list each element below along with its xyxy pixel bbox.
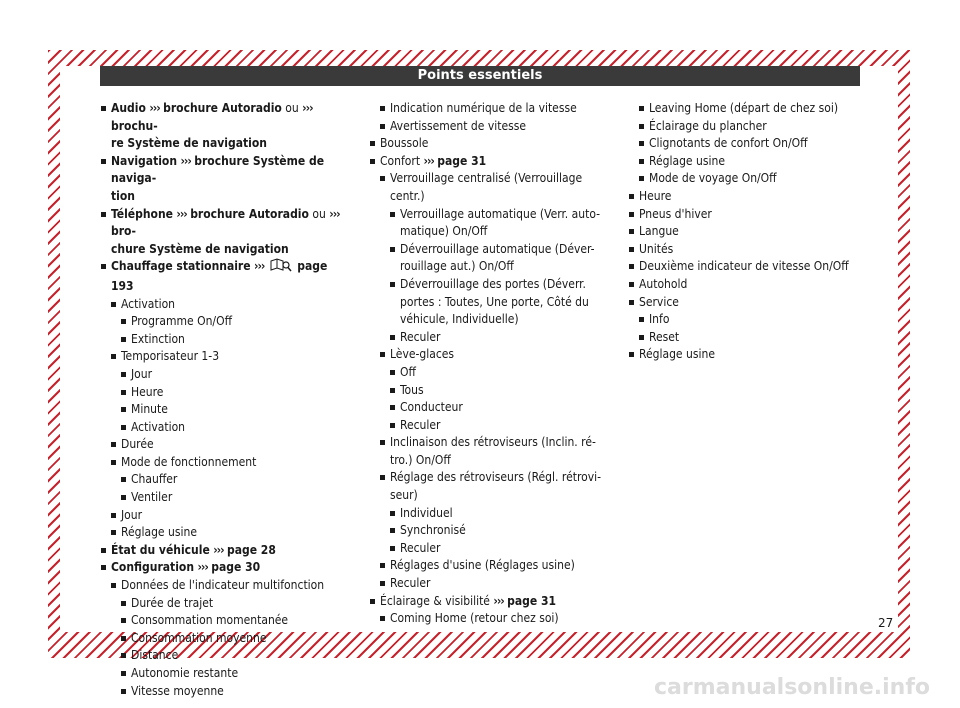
list-item: Consommation moyenne <box>101 630 346 648</box>
list-item: Réglage usine <box>629 153 869 171</box>
list-item: Mode de fonctionnement <box>101 454 346 472</box>
list-item: Jour <box>101 507 346 525</box>
list-item: Ventiler <box>101 489 346 507</box>
list-item: Avertissement de vitesse <box>370 118 610 136</box>
watermark: carmanualsonline.info <box>654 675 930 700</box>
link-page-31[interactable]: page 31 <box>507 593 557 608</box>
list-item: Programme On/Off <box>101 313 346 331</box>
list-item-etat-vehicule: État du véhicule ››› page 28 <box>101 542 346 560</box>
list-item: Reset <box>629 329 869 347</box>
list-item: Mode de voyage On/Off <box>629 170 869 188</box>
list-item: Indication numérique de la vitesse <box>370 100 610 118</box>
list-item: Boussole <box>370 135 610 153</box>
list-item: Coming Home (retour chez soi) <box>370 610 610 628</box>
list-item: Consommation momentanée <box>101 612 346 630</box>
arrow-icon: ››› <box>302 101 313 115</box>
list-item: Verrouillage centralisé (Verrouillage centr.) <box>370 170 610 205</box>
list-item: Heure <box>629 188 869 206</box>
list-item: Activation <box>101 419 346 437</box>
list-item: Reculer <box>370 540 610 558</box>
list-item: Réglages d'usine (Réglages usine) <box>370 557 610 575</box>
arrow-icon: ››› <box>423 153 434 168</box>
link-brochure-navigation[interactable]: brochure Système de naviga- tion <box>111 153 325 203</box>
link-brochure-navigation[interactable]: brochu- re Système de navigation <box>111 118 267 151</box>
list-item-chauffage: Chauffage stationnaire ››› page 193 <box>101 258 346 295</box>
link-page-31[interactable]: page 31 <box>437 153 487 168</box>
list-item: Extinction <box>101 331 346 349</box>
list-item-eclairage: Éclairage & visibilité ››› page 31 <box>370 593 610 611</box>
list-item: Données de l'indicateur multifonction <box>101 577 346 595</box>
page-number: 27 <box>878 616 894 630</box>
link-page-28[interactable]: page 28 <box>226 542 276 557</box>
list-item: Vitesse moyenne <box>101 683 346 701</box>
list-item: Réglage usine <box>629 346 869 364</box>
list-item: Heure <box>101 384 346 402</box>
list-item: Déverrouillage des portes (Déverr. portes : Toutes, Une porte, Côté du véhicule, Individuelle) <box>370 276 610 329</box>
link-page-30[interactable]: page 30 <box>211 560 261 575</box>
list-item: Synchronisé <box>370 522 610 540</box>
list-item: Clignotants de confort On/Off <box>629 135 869 153</box>
list-item: Éclairage du plancher <box>629 118 869 136</box>
list-item: Autohold <box>629 276 869 294</box>
list-item-configuration: Configuration ››› page 30 <box>101 559 346 577</box>
list-item: Jour <box>101 366 346 384</box>
list-item: Déverrouillage automatique (Déver- rouillage aut.) On/Off <box>370 241 610 276</box>
link-brochure-autoradio[interactable]: brochure Autoradio <box>163 101 282 115</box>
list-item: Reculer <box>370 417 610 435</box>
list-item: Temporisateur 1-3 <box>101 348 346 366</box>
list-item: Activation <box>101 296 346 314</box>
list-item: Réglage usine <box>101 524 346 542</box>
arrow-icon: ››› <box>176 206 187 221</box>
list-item: Off <box>370 364 610 382</box>
column-2 <box>370 100 610 628</box>
list-item: Durée de trajet <box>101 595 346 613</box>
list-item: Chauffer <box>101 471 346 489</box>
list-item: Deuxième indicateur de vitesse On/Off <box>629 258 869 276</box>
list-item: Verrouillage automatique (Verr. auto- matique) On/Off <box>370 206 610 241</box>
column-3 <box>629 100 869 364</box>
list-item-confort: Confort ››› page 31 <box>370 153 610 171</box>
list-item: Individuel <box>370 505 610 523</box>
list-item-telephone: Téléphone ››› brochure Autoradio ou ››› bro- chure Système de navigation <box>101 206 346 259</box>
list-item: Langue <box>629 223 869 241</box>
book-magnifier-icon <box>270 258 292 278</box>
arrow-icon: ››› <box>329 206 340 221</box>
list-item: Minute <box>101 401 346 419</box>
list-item: Leaving Home (départ de chez soi) <box>629 100 869 118</box>
list-item: Réglage des rétroviseurs (Régl. rétrovi- seur) <box>370 469 610 504</box>
arrow-icon: ››› <box>213 542 224 557</box>
list-item: Autonomie restante <box>101 665 346 683</box>
list-item: Distance <box>101 647 346 665</box>
list-item: Info <box>629 311 869 329</box>
page-header: Points essentiels <box>100 66 860 86</box>
list-item-navigation: Navigation ››› brochure Système de naviga- tion <box>101 153 346 206</box>
list-item: Lève-glaces <box>370 346 610 364</box>
arrow-icon: ››› <box>254 259 265 274</box>
list-item: Reculer <box>370 575 610 593</box>
list-item: Durée <box>101 436 346 454</box>
list-item: Service <box>629 294 869 312</box>
list-item: Conducteur <box>370 399 610 417</box>
arrow-icon: ››› <box>493 593 504 608</box>
link-brochure-navigation[interactable]: bro- chure Système de navigation <box>111 224 289 256</box>
list-item: Unités <box>629 241 869 259</box>
list-item-audio: Audio ››› brochure Autoradio ou ››› brochu- re Système de navigation <box>101 100 346 153</box>
link-brochure-autoradio[interactable]: brochure Autoradio <box>190 206 309 221</box>
list-item: Tous <box>370 382 610 400</box>
arrow-icon: ››› <box>180 153 191 168</box>
list-item: Inclinaison des rétroviseurs (Inclin. ré- tro.) On/Off <box>370 434 610 469</box>
column-1 <box>101 100 346 700</box>
list-item: Reculer <box>370 329 610 347</box>
list-item: Pneus d'hiver <box>629 206 869 224</box>
arrow-icon: ››› <box>197 560 208 575</box>
link-page-193[interactable]: page 193 <box>111 259 328 293</box>
arrow-icon: ››› <box>149 101 160 115</box>
